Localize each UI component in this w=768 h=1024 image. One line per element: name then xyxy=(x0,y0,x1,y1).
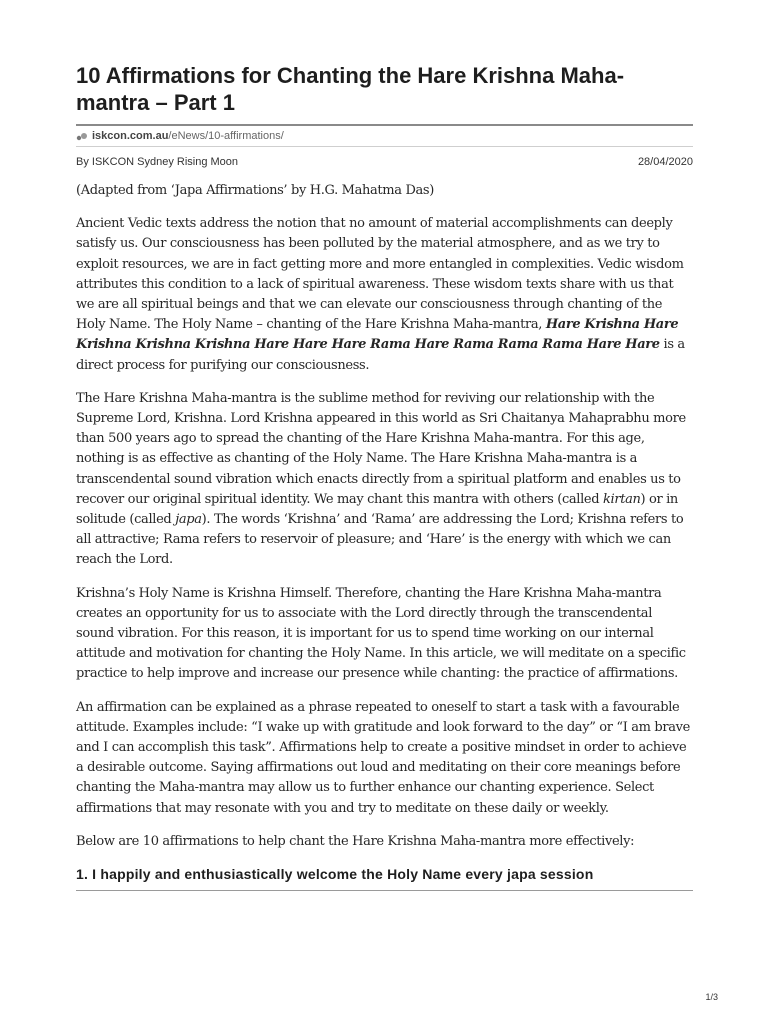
paragraph-5: Below are 10 affirmations to help chant the Hare Krishna Maha-mantra more effectively: xyxy=(76,833,635,849)
mantra-text: Hare Krishna Hare Krishna Krishna Krishna Hare Hare Hare Rama Hare Rama Rama Rama Hare Hare xyxy=(76,317,679,353)
source-line xyxy=(76,130,693,142)
paragraph-3: Krishna’s Holy Name is Krishna Himself. Therefore, chanting the Hare Krishna Maha-mantra creates an opportunity for us to associate with the Lord directly through the transcendental sound vibration. For this reason, it is important for us to spend time working on our internal attitude and motivation for chanting the Holy Name. In this article, we will meditate on a specific practice to help improve and increase our presence while chanting: the practice of affirmations. xyxy=(76,585,686,682)
publish-date: 28/04/2020 xyxy=(637,156,693,168)
kirtan-term: kirtan xyxy=(603,491,641,507)
byline: By ISKCON Sydney Rising Moon xyxy=(76,156,239,168)
document-page xyxy=(76,62,693,891)
title-divider xyxy=(76,124,693,126)
japa-term: japa xyxy=(175,512,202,528)
source-divider xyxy=(76,146,693,147)
paragraph-2: The Hare Krishna Maha-mantra is the sublime method for reviving our relationship with the Supreme Lord, Krishna. Lord Krishna appeared in this world as Sri Chaitanya Mahaprabhu more than 500 years ago to spread the chanting of the Hare Krishna Maha-mantra. For this age, nothing is as effective as chanting of the Holy Name. The Hare Krishna Maha-mantra is a transcendental sound vibration which enacts directly from a spiritual platform and enables us to recover our original spiritual identity. We may chant this mantra with others (called kirtan) or in solitude (called japa). The words ‘Krishna’ and ‘Rama’ are addressing the Lord; Krishna refers to all attractive; Rama refers to reservoir of pleasure; and ‘Hare’ is the energy with which we can reach the Lord. xyxy=(76,390,686,568)
source-domain-link[interactable]: iskcon.com.au xyxy=(92,130,169,142)
source-path: /eNews/10-affirmations/ xyxy=(168,130,284,142)
paragraph-4: An affirmation can be explained as a phrase repeated to oneself to start a task with a favourable attitude. Examples include: “I wake up with gratitude and look forward to the day” or “I am brave and I can accomplish this task”. Affirmations help to create a positive mindset in order to achieve a desirable outcome. Saying affirmations out loud and meditating on their core meanings before chanting the Maha-mantra may allow us to further enhance our chanting experience. Select affirmations that may resonate with you and try to meditate on these daily or weekly. xyxy=(76,699,690,816)
adapted-note: (Adapted from ‘Japa Affirmations’ by H.G. Mahatma Das) xyxy=(76,183,434,198)
globe-icon xyxy=(76,131,88,141)
meta-row xyxy=(76,156,693,168)
article-body xyxy=(76,181,693,852)
heading-divider xyxy=(76,890,693,891)
article-title: 10 Affirmations for Chanting the Hare Krishna Maha-mantra – Part 1 xyxy=(76,63,625,115)
affirmation-heading-1: 1. I happily and enthusiastically welcome the Holy Name every japa session xyxy=(76,866,594,883)
page-number: 1/3 xyxy=(705,992,718,1002)
paragraph-1: Ancient Vedic texts address the notion that no amount of material accomplishments can deeply satisfy us. Our consciousness has been polluted by the material atmosphere, and as we try to exploit resources, we are in fact getting more and more entangled in complexities. Vedic wisdom attributes this condition to a lack of spiritual awareness. These wisdom texts share with us that we are all spiritual beings and that we can elevate our consciousness through chanting of the Holy Name. The Holy Name – chanting of the Hare Krishna Maha-mantra, Hare Krishna Hare Krishna Krishna Krishna Hare Hare Hare Rama Hare Rama Rama Rama Hare Hare is a direct process for purifying our consciousness. xyxy=(76,216,685,373)
